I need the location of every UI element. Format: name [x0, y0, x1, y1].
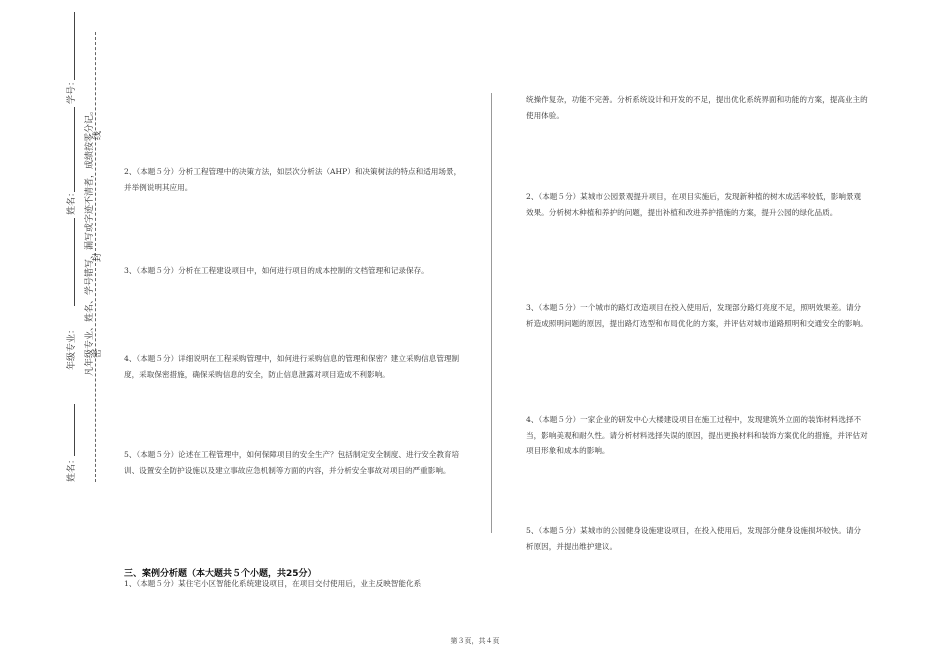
question-4: 4、（本题５分）详细说明在工程采购管理中，如何进行采购信息的管理和保密？建立采购信息管理制度，采取保密措施，确保采购信息的安全，防止信息泄露对项目造成不利影响。 — [124, 354, 460, 379]
binding-line-student-id — [74, 12, 75, 80]
section-title-case-analysis: 三、案例分析题（本大题共５个小题，共25分） — [124, 569, 317, 579]
binding-line-grade — [74, 218, 75, 306]
case-1-continuation: 统操作复杂，功能不完善。分析系统设计和开发的不足，提出优化系统界面和功能的方案，提高业主的使用体验。 — [526, 95, 868, 120]
grade-label: 年级专业： — [67, 324, 77, 370]
page-footer: 第３页，共４页 — [450, 637, 500, 645]
seal-feng: 封 — [93, 252, 103, 262]
binding-line-school — [74, 404, 75, 456]
binding-line-name — [74, 107, 75, 192]
case-3: 3、（本题５分）一个城市的路灯改造项目在投入使用后，发现部分路灯亮度不足，照明效果差。请分析造成照明问题的原因，提出路灯选型和布局优化的方案，并评估对城市道路照明和交通安全的影响。 — [526, 303, 868, 328]
seal-xian: 线 — [93, 130, 103, 140]
column-divider — [491, 93, 492, 533]
question-5: 5、（本题５分）论述在工程管理中，如何保障项目的安全生产？包括制定安全制度、进行安全教育培训、设置安全防护设施以及建立事故应急机制等方面的内容，并分析安全事故对项目的严重影响。 — [124, 450, 460, 475]
school-label: 姓名： — [67, 454, 77, 482]
case-1: 1、（本题５分）某住宅小区智能化系统建设项目，在项目交付使用后，业主反映智能化系 — [124, 579, 422, 588]
student-id-label: 学号： — [67, 76, 77, 104]
binding-warning: 凡年级专业、姓名、学号错写、漏写或字迹不清者，成绩按零分记。 — [85, 105, 95, 376]
seal-mi: 密 — [93, 348, 103, 358]
question-2: 2、（本题５分）分析工程管理中的决策方法，如层次分析法（AHP）和决策树法的特点和适用场景，并举例说明其应用。 — [124, 167, 462, 192]
case-2: 2、（本题５分）某城市公园景观提升项目，在项目实施后，发现新种植的树木成活率较低，影响景观效果。分析树木种植和养护的问题，提出补植和改进养护措施的方案，提升公园的绿化品质。 — [526, 192, 862, 217]
question-3: 3、（本题５分）分析在工程建设项目中，如何进行项目的成本控制的文档管理和记录保存。 — [124, 266, 429, 275]
name-label: 姓名： — [67, 187, 77, 215]
case-5: 5、（本题５分）某城市的公园健身设施建设项目，在投入使用后，发现部分健身设施损坏较快。请分析原因，并提出维护建议。 — [526, 526, 862, 551]
case-4: 4、（本题５分）一家企业的研发中心大楼建设项目在施工过程中，发现建筑外立面的装饰材料选择不当，影响美观和耐久性。请分析材料选择失误的原因，提出更换材料和装饰方案优化的措施，并评估对项目形象和成本的影响。 — [526, 415, 868, 455]
